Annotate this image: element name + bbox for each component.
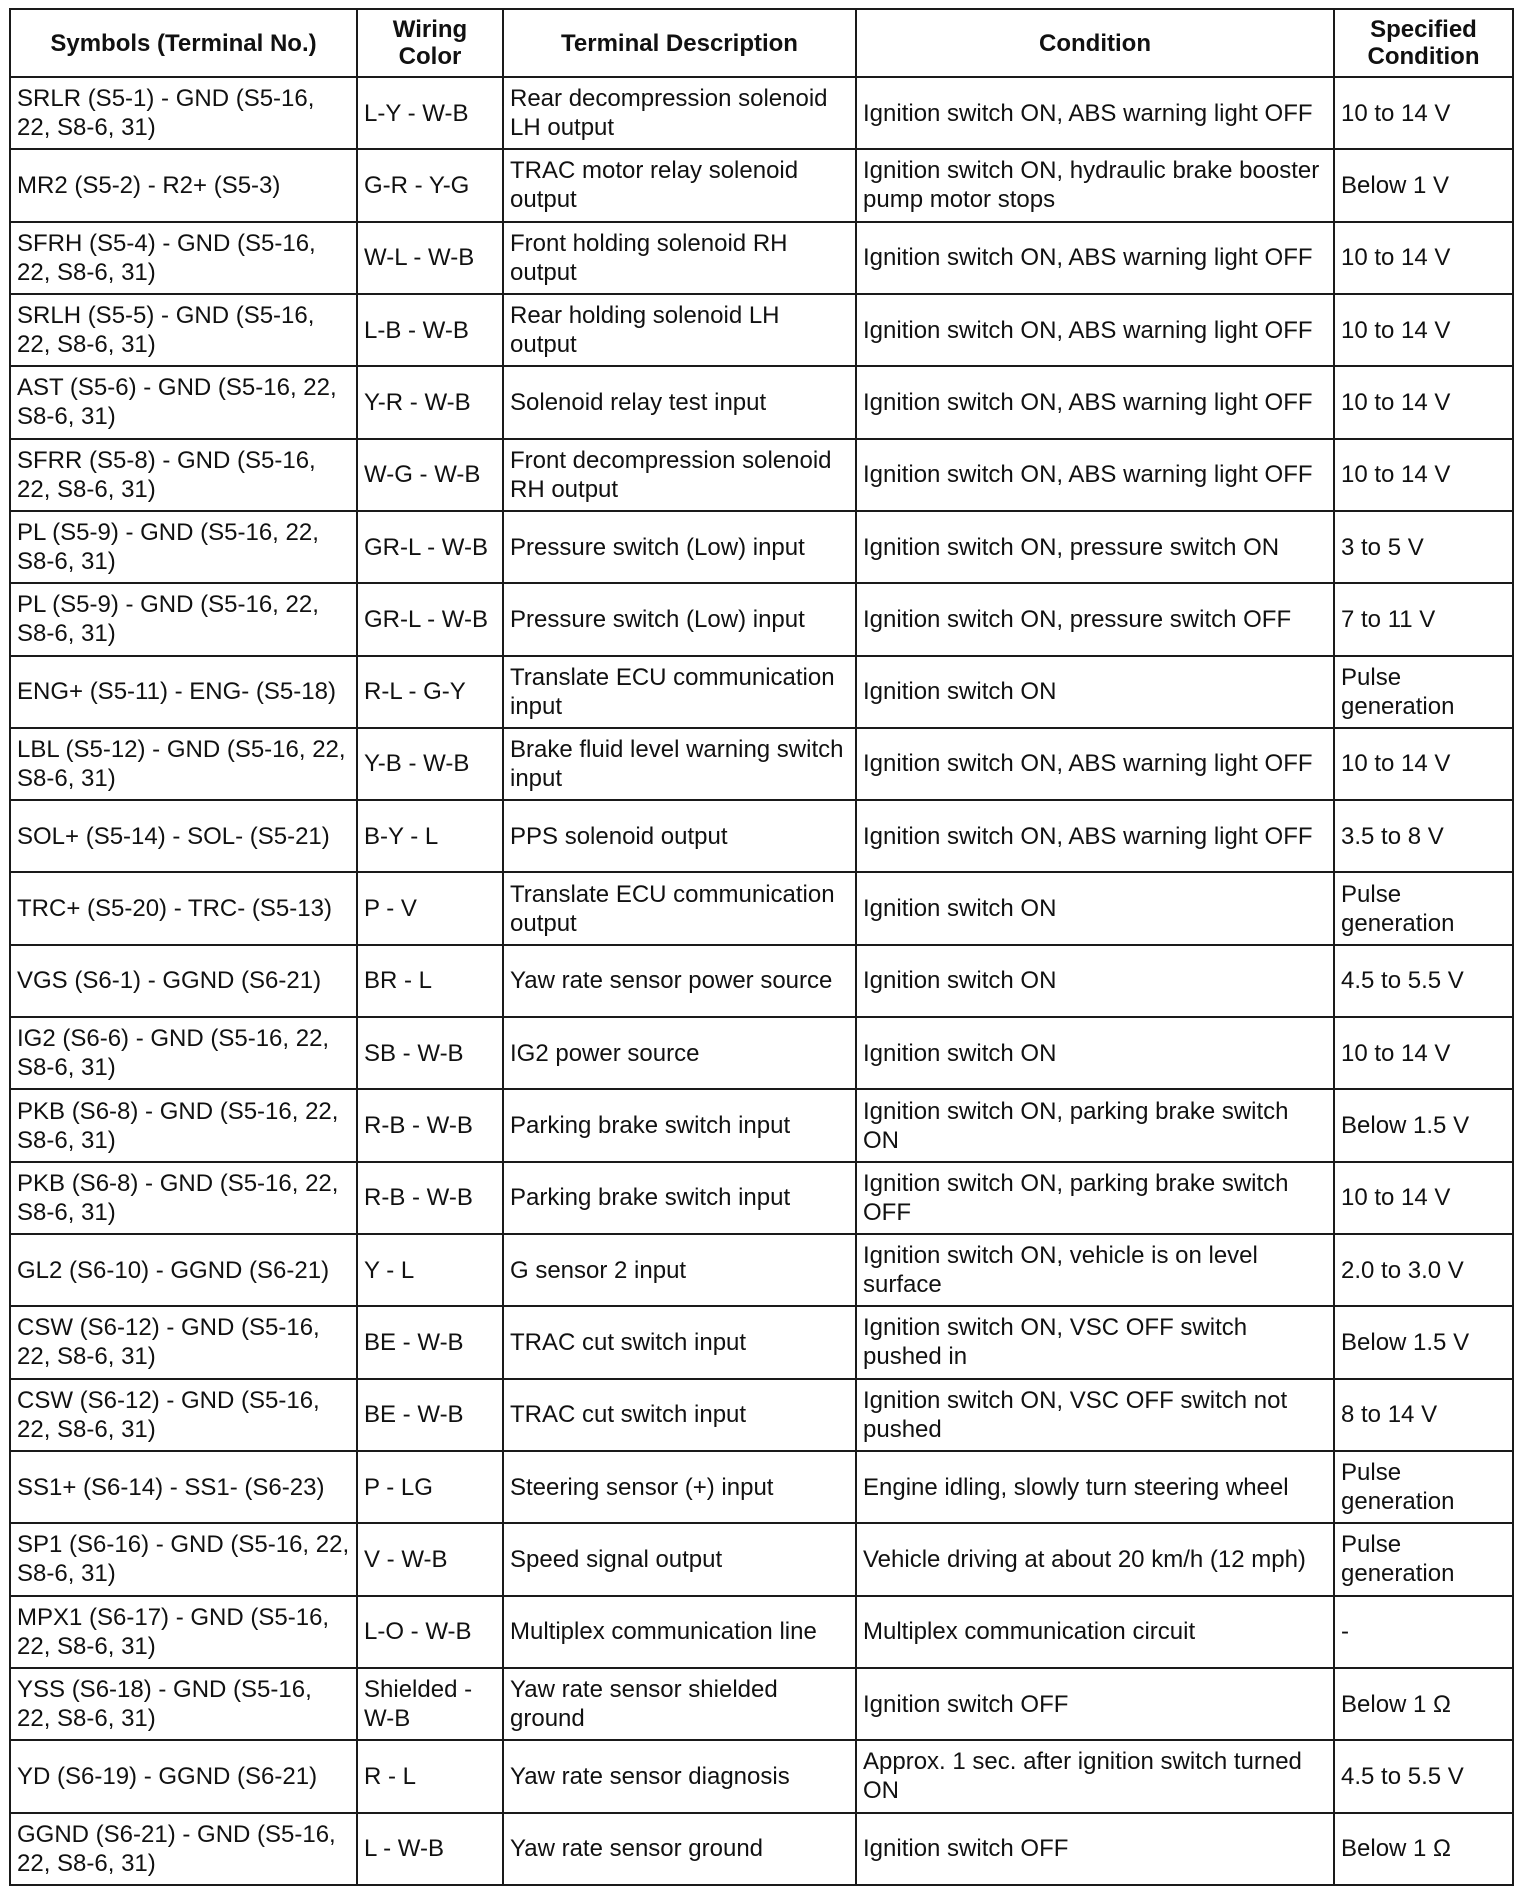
cell-condition: Ignition switch ON, VSC OFF switch pushed in — [856, 1306, 1334, 1378]
cell-specified-condition: 10 to 14 V — [1334, 439, 1513, 511]
cell-specified-condition: 4.5 to 5.5 V — [1334, 1740, 1513, 1812]
cell-terminal-description: PPS solenoid output — [503, 800, 856, 872]
cell-wiring-color: L-O - W-B — [357, 1596, 503, 1668]
cell-specified-condition: Below 1 Ω — [1334, 1813, 1513, 1886]
cell-terminal-description: G sensor 2 input — [503, 1234, 856, 1306]
cell-terminal-description: Yaw rate sensor ground — [503, 1813, 856, 1886]
cell-condition: Ignition switch ON, ABS warning light OFF — [856, 366, 1334, 438]
cell-specified-condition: Below 1 V — [1334, 149, 1513, 221]
header-condition: Condition — [856, 9, 1334, 77]
cell-condition: Ignition switch ON, ABS warning light OFF — [856, 728, 1334, 800]
table-row — [10, 1162, 1513, 1234]
cell-wiring-color: L-B - W-B — [357, 294, 503, 366]
table-body — [10, 77, 1513, 1885]
cell-symbols: IG2 (S6-6) - GND (S5-16, 22, S8-6, 31) — [10, 1017, 357, 1089]
cell-specified-condition: Below 1 Ω — [1334, 1668, 1513, 1740]
cell-wiring-color: L - W-B — [357, 1813, 503, 1886]
cell-condition: Ignition switch ON, VSC OFF switch not pushed — [856, 1379, 1334, 1451]
cell-wiring-color: Y-B - W-B — [357, 728, 503, 800]
cell-terminal-description: Translate ECU communication output — [503, 872, 856, 944]
cell-wiring-color: R-B - W-B — [357, 1089, 503, 1161]
cell-condition: Multiplex communication circuit — [856, 1596, 1334, 1668]
cell-wiring-color: BE - W-B — [357, 1379, 503, 1451]
cell-terminal-description: TRAC motor relay solenoid output — [503, 149, 856, 221]
cell-condition: Ignition switch ON, ABS warning light OFF — [856, 294, 1334, 366]
table-row — [10, 1089, 1513, 1161]
cell-symbols: CSW (S6-12) - GND (S5-16, 22, S8-6, 31) — [10, 1379, 357, 1451]
cell-symbols: GGND (S6-21) - GND (S5-16, 22, S8-6, 31) — [10, 1813, 357, 1886]
cell-symbols: SP1 (S6-16) - GND (S5-16, 22, S8-6, 31) — [10, 1523, 357, 1595]
cell-specified-condition: Pulse generation — [1334, 656, 1513, 728]
cell-specified-condition: 10 to 14 V — [1334, 366, 1513, 438]
table-row — [10, 1596, 1513, 1668]
cell-symbols: PL (S5-9) - GND (S5-16, 22, S8-6, 31) — [10, 511, 357, 583]
cell-condition: Ignition switch ON, pressure switch ON — [856, 511, 1334, 583]
cell-symbols: YD (S6-19) - GGND (S6-21) — [10, 1740, 357, 1812]
cell-condition: Ignition switch ON, pressure switch OFF — [856, 583, 1334, 655]
cell-wiring-color: Y-R - W-B — [357, 366, 503, 438]
cell-symbols: ENG+ (S5-11) - ENG- (S5-18) — [10, 656, 357, 728]
table-row — [10, 439, 1513, 511]
cell-wiring-color: L-Y - W-B — [357, 77, 503, 149]
header-specified-condition: Specified Condition — [1334, 9, 1513, 77]
table-row — [10, 222, 1513, 294]
table-row — [10, 583, 1513, 655]
cell-condition: Ignition switch ON, hydraulic brake booster pump motor stops — [856, 149, 1334, 221]
cell-specified-condition: 4.5 to 5.5 V — [1334, 945, 1513, 1017]
cell-terminal-description: Front holding solenoid RH output — [503, 222, 856, 294]
table-row — [10, 294, 1513, 366]
cell-specified-condition: Pulse generation — [1334, 872, 1513, 944]
cell-wiring-color: BR - L — [357, 945, 503, 1017]
cell-specified-condition: 10 to 14 V — [1334, 294, 1513, 366]
header-terminal-description: Terminal Description — [503, 9, 856, 77]
cell-wiring-color: W-L - W-B — [357, 222, 503, 294]
table-row — [10, 1523, 1513, 1595]
cell-terminal-description: Rear holding solenoid LH output — [503, 294, 856, 366]
cell-condition: Ignition switch ON, vehicle is on level surface — [856, 1234, 1334, 1306]
header-row — [10, 9, 1513, 77]
table-row — [10, 1017, 1513, 1089]
cell-condition: Engine idling, slowly turn steering wheel — [856, 1451, 1334, 1523]
cell-condition: Ignition switch ON — [856, 656, 1334, 728]
cell-symbols: VGS (S6-1) - GGND (S6-21) — [10, 945, 357, 1017]
cell-symbols: AST (S5-6) - GND (S5-16, 22, S8-6, 31) — [10, 366, 357, 438]
cell-condition: Ignition switch ON, ABS warning light OFF — [856, 77, 1334, 149]
table-row — [10, 366, 1513, 438]
table-header — [10, 9, 1513, 77]
table-row — [10, 1379, 1513, 1451]
cell-symbols: TRC+ (S5-20) - TRC- (S5-13) — [10, 872, 357, 944]
cell-symbols: SOL+ (S5-14) - SOL- (S5-21) — [10, 800, 357, 872]
cell-terminal-description: TRAC cut switch input — [503, 1379, 856, 1451]
terminal-spec-table — [9, 8, 1514, 1886]
header-symbols: Symbols (Terminal No.) — [10, 9, 357, 77]
cell-condition: Ignition switch OFF — [856, 1813, 1334, 1886]
table-row — [10, 511, 1513, 583]
cell-symbols: PKB (S6-8) - GND (S5-16, 22, S8-6, 31) — [10, 1162, 357, 1234]
cell-condition: Ignition switch ON, parking brake switch OFF — [856, 1162, 1334, 1234]
cell-terminal-description: Pressure switch (Low) input — [503, 583, 856, 655]
cell-wiring-color: P - LG — [357, 1451, 503, 1523]
cell-condition: Ignition switch OFF — [856, 1668, 1334, 1740]
cell-condition: Ignition switch ON — [856, 1017, 1334, 1089]
cell-specified-condition: - — [1334, 1596, 1513, 1668]
cell-specified-condition: 10 to 14 V — [1334, 77, 1513, 149]
table-row — [10, 945, 1513, 1017]
cell-specified-condition: 2.0 to 3.0 V — [1334, 1234, 1513, 1306]
cell-specified-condition: 10 to 14 V — [1334, 1162, 1513, 1234]
cell-terminal-description: IG2 power source — [503, 1017, 856, 1089]
table-row — [10, 1234, 1513, 1306]
table-row — [10, 1451, 1513, 1523]
table-row — [10, 872, 1513, 944]
cell-wiring-color: R - L — [357, 1740, 503, 1812]
cell-specified-condition: Below 1.5 V — [1334, 1306, 1513, 1378]
cell-condition: Ignition switch ON, ABS warning light OFF — [856, 439, 1334, 511]
cell-symbols: PKB (S6-8) - GND (S5-16, 22, S8-6, 31) — [10, 1089, 357, 1161]
cell-terminal-description: Yaw rate sensor diagnosis — [503, 1740, 856, 1812]
table-row — [10, 77, 1513, 149]
table-row — [10, 149, 1513, 221]
cell-wiring-color: P - V — [357, 872, 503, 944]
cell-wiring-color: Shielded - W-B — [357, 1668, 503, 1740]
cell-wiring-color: SB - W-B — [357, 1017, 503, 1089]
cell-terminal-description: Parking brake switch input — [503, 1089, 856, 1161]
cell-specified-condition: 10 to 14 V — [1334, 222, 1513, 294]
cell-symbols: YSS (S6-18) - GND (S5-16, 22, S8-6, 31) — [10, 1668, 357, 1740]
cell-wiring-color: BE - W-B — [357, 1306, 503, 1378]
cell-symbols: GL2 (S6-10) - GGND (S6-21) — [10, 1234, 357, 1306]
table-row — [10, 800, 1513, 872]
cell-wiring-color: G-R - Y-G — [357, 149, 503, 221]
cell-specified-condition: 8 to 14 V — [1334, 1379, 1513, 1451]
cell-symbols: SS1+ (S6-14) - SS1- (S6-23) — [10, 1451, 357, 1523]
cell-symbols: SRLH (S5-5) - GND (S5-16, 22, S8-6, 31) — [10, 294, 357, 366]
cell-symbols: MPX1 (S6-17) - GND (S5-16, 22, S8-6, 31) — [10, 1596, 357, 1668]
cell-specified-condition: 3 to 5 V — [1334, 511, 1513, 583]
table-row — [10, 1306, 1513, 1378]
cell-terminal-description: Brake fluid level warning switch input — [503, 728, 856, 800]
cell-specified-condition: 10 to 14 V — [1334, 1017, 1513, 1089]
cell-symbols: MR2 (S5-2) - R2+ (S5-3) — [10, 149, 357, 221]
table-row — [10, 1668, 1513, 1740]
cell-specified-condition: 10 to 14 V — [1334, 728, 1513, 800]
cell-specified-condition: Pulse generation — [1334, 1523, 1513, 1595]
cell-wiring-color: V - W-B — [357, 1523, 503, 1595]
table-row — [10, 1740, 1513, 1812]
cell-terminal-description: Speed signal output — [503, 1523, 856, 1595]
cell-terminal-description: Steering sensor (+) input — [503, 1451, 856, 1523]
cell-terminal-description: Multiplex communication line — [503, 1596, 856, 1668]
cell-terminal-description: TRAC cut switch input — [503, 1306, 856, 1378]
cell-symbols: SRLR (S5-1) - GND (S5-16, 22, S8-6, 31) — [10, 77, 357, 149]
cell-terminal-description: Translate ECU communication input — [503, 656, 856, 728]
cell-symbols: SFRR (S5-8) - GND (S5-16, 22, S8-6, 31) — [10, 439, 357, 511]
cell-condition: Approx. 1 sec. after ignition switch turned ON — [856, 1740, 1334, 1812]
header-wiring-color: Wiring Color — [357, 9, 503, 77]
cell-symbols: PL (S5-9) - GND (S5-16, 22, S8-6, 31) — [10, 583, 357, 655]
cell-wiring-color: R-B - W-B — [357, 1162, 503, 1234]
cell-wiring-color: R-L - G-Y — [357, 656, 503, 728]
cell-wiring-color: W-G - W-B — [357, 439, 503, 511]
table-row — [10, 728, 1513, 800]
cell-terminal-description: Yaw rate sensor power source — [503, 945, 856, 1017]
cell-specified-condition: 3.5 to 8 V — [1334, 800, 1513, 872]
cell-terminal-description: Rear decompression solenoid LH output — [503, 77, 856, 149]
cell-condition: Vehicle driving at about 20 km/h (12 mph) — [856, 1523, 1334, 1595]
cell-terminal-description: Front decompression solenoid RH output — [503, 439, 856, 511]
table-row — [10, 1813, 1513, 1886]
cell-terminal-description: Yaw rate sensor shielded ground — [503, 1668, 856, 1740]
cell-symbols: CSW (S6-12) - GND (S5-16, 22, S8-6, 31) — [10, 1306, 357, 1378]
cell-specified-condition: 7 to 11 V — [1334, 583, 1513, 655]
cell-symbols: LBL (S5-12) - GND (S5-16, 22, S8-6, 31) — [10, 728, 357, 800]
cell-wiring-color: GR-L - W-B — [357, 583, 503, 655]
cell-terminal-description: Pressure switch (Low) input — [503, 511, 856, 583]
cell-wiring-color: B-Y - L — [357, 800, 503, 872]
cell-condition: Ignition switch ON, ABS warning light OFF — [856, 222, 1334, 294]
cell-condition: Ignition switch ON, ABS warning light OFF — [856, 800, 1334, 872]
cell-specified-condition: Pulse generation — [1334, 1451, 1513, 1523]
cell-wiring-color: GR-L - W-B — [357, 511, 503, 583]
cell-condition: Ignition switch ON, parking brake switch ON — [856, 1089, 1334, 1161]
cell-symbols: SFRH (S5-4) - GND (S5-16, 22, S8-6, 31) — [10, 222, 357, 294]
cell-condition: Ignition switch ON — [856, 872, 1334, 944]
table-row — [10, 656, 1513, 728]
cell-terminal-description: Parking brake switch input — [503, 1162, 856, 1234]
cell-specified-condition: Below 1.5 V — [1334, 1089, 1513, 1161]
cell-wiring-color: Y - L — [357, 1234, 503, 1306]
cell-condition: Ignition switch ON — [856, 945, 1334, 1017]
cell-terminal-description: Solenoid relay test input — [503, 366, 856, 438]
